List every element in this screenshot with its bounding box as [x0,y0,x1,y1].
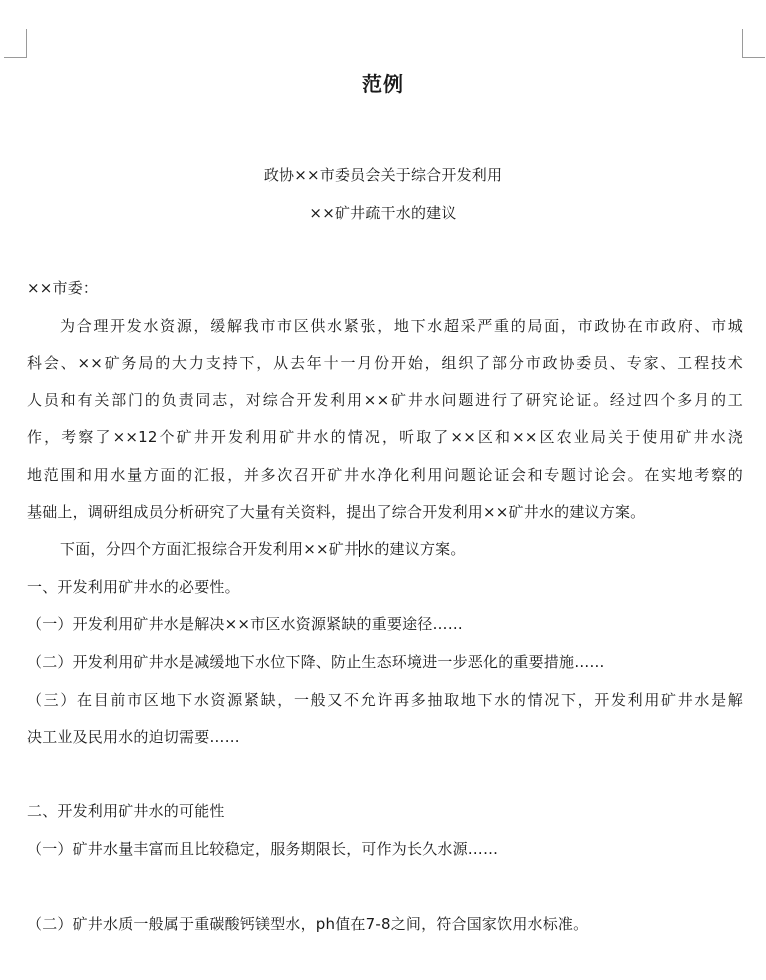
para1-line-4: 作，考察了××12个矿井开发利用矿井水的情况，听取了××区和××区农业局关于使用矿井水浇 [27,428,743,446]
para2-text-before-cursor: 下面，分四个方面汇报综合开发利用××矿井 [60,540,360,558]
page-corner-mark-top-left [4,29,27,58]
para2 [60,538,466,559]
section1-heading: 一、开发利用矿井水的必要性。 [27,578,240,596]
page-corner-mark-top-right [742,29,765,58]
section1-item-2: （二）开发利用矿井水是减缓地下水位下降、防止生态环境进一步恶化的重要措施…… [27,653,605,671]
para1-line-2: 科会、××矿务局的大力支持下，从去年十一月份开始，组织了部分市政协委员、专家、工程技术 [27,354,743,372]
para1-line-3: 人员和有关部门的负责同志，对综合开发利用××矿井水问题进行了研究论证。经过四个多月的工 [27,391,743,409]
para1-line-5: 地范围和用水量方面的汇报，并多次召开矿井水净化利用问题论证会和专题讨论会。在实地考察的 [27,466,743,484]
section2-item-1: （一）矿井水量丰富而且比较稳定，服务期限长，可作为长久水源…… [27,840,499,858]
section1-item-3-line-1: （三）在目前市区地下水资源紧缺，一般又不允许再多抽取地下水的情况下，开发利用矿井水是解 [27,691,743,709]
section2-item-2: （二）矿井水质一般属于重碳酸钙镁型水，ph值在7-8之间，符合国家饮用水标准。 [27,915,589,933]
para1-line-1: 为合理开发水资源，缓解我市市区供水紧张，地下水超采严重的局面，市政协在市政府、市城 [60,317,743,335]
section2-heading: 二、开发利用矿井水的可能性 [27,802,225,820]
title-line-1: 政协××市委员会关于综合开发利用 [263,166,503,184]
title-line-2: ××矿井疏干水的建议 [309,204,457,222]
para1-line-6: 基础上，调研组成员分析研究了大量有关资料，提出了综合开发利用××矿井水的建议方案。 [27,503,646,521]
section1-item-3-line-2: 决工业及民用水的迫切需要…… [27,728,240,746]
para2-text-after-cursor: 水的建议方案。 [359,540,466,558]
document-heading: 范例 [362,72,404,96]
salutation: ××市委： [27,279,99,297]
section1-item-1: （一）开发利用矿井水是解决××市区水资源紧缺的重要途径…… [27,615,463,633]
